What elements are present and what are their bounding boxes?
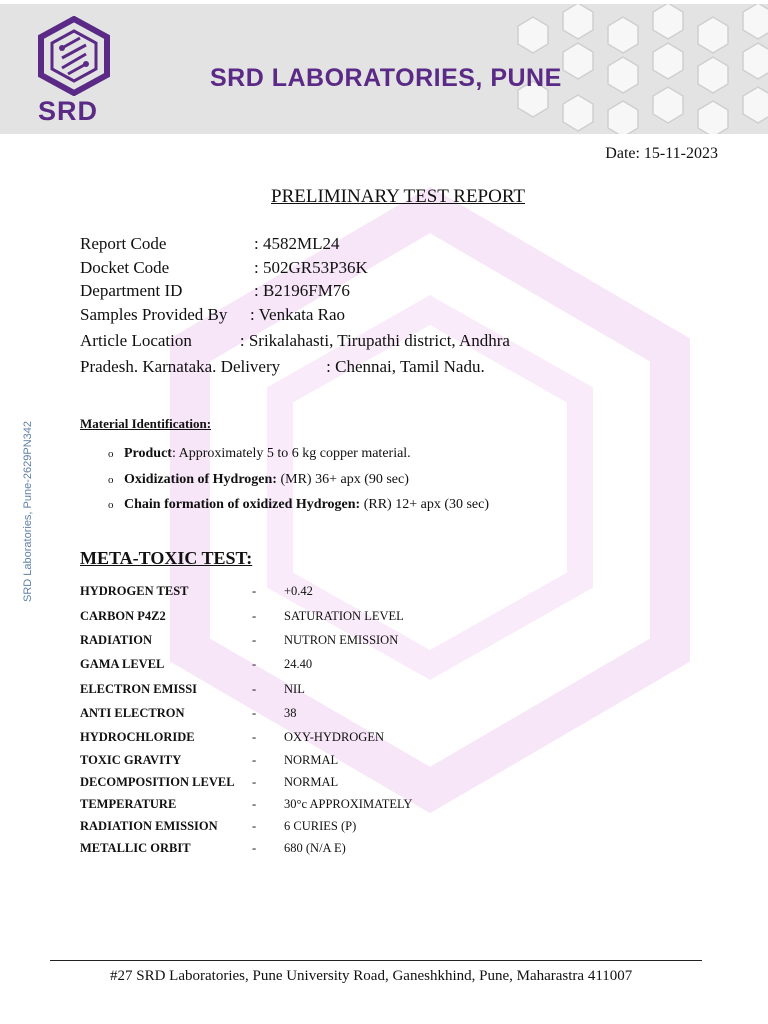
samples-provided-value: : Venkata Rao: [250, 304, 346, 324]
test-value: 30°c APPROXIMATELY: [284, 797, 413, 811]
report-code-value: : 4582ML24: [254, 234, 340, 253]
material-list: [108, 444, 489, 521]
test-name: ELECTRON EMISSI: [80, 682, 198, 696]
delivery-value: : Chennai, Tamil Nadu.: [326, 357, 485, 376]
laboratory-name: SRD LABORATORIES, PUNE: [210, 64, 562, 92]
test-dash: -: [252, 657, 257, 671]
item-text: : Approximately 5 to 6 kg copper material.: [171, 446, 411, 461]
test-value: 680 (N/A E): [284, 841, 346, 855]
test-value: NORMAL: [284, 753, 339, 767]
test-dash: -: [252, 797, 257, 811]
item-label: Chain formation of oxidized Hydrogen:: [124, 497, 361, 512]
article-location-continued: Pradesh. Karnataka. Delivery: [80, 357, 281, 376]
test-name: ANTI ELECTRON: [80, 706, 185, 720]
test-name: DECOMPOSITION LEVEL: [80, 775, 235, 789]
test-value: OXY-HYDROGEN: [284, 730, 384, 744]
list-item: [108, 444, 489, 470]
report-title: PRELIMINARY TEST REPORT: [271, 186, 525, 207]
docket-code-value: : 502GR53P36K: [254, 257, 368, 277]
test-value: 38: [284, 706, 297, 720]
item-label: Oxidization of Hydrogen:: [124, 471, 277, 487]
srd-hexagon-logo-icon: [34, 16, 114, 96]
footer-address: #27 SRD Laboratories, Pune University Road, Ganeshkhind, Pune, Maharastra 411007: [110, 968, 633, 984]
test-value: SATURATION LEVEL: [284, 609, 404, 623]
test-name: TOXIC GRAVITY: [80, 753, 182, 767]
report-date: Date: 15-11-2023: [605, 145, 718, 162]
footer-divider: [50, 960, 702, 961]
test-value: +0.42: [284, 584, 313, 598]
department-id-label: Department ID: [80, 281, 183, 300]
docket-code-label: Docket Code: [80, 257, 170, 277]
test-dash: -: [252, 730, 257, 744]
article-location-row: [80, 328, 510, 354]
test-dash: -: [252, 819, 257, 833]
test-value: NORMAL: [284, 775, 339, 789]
report-code-label: Report Code: [80, 234, 167, 253]
list-item: [108, 495, 489, 521]
article-location-value: : Srikalahasti, Tirupathi district, Andhra: [239, 331, 510, 350]
report-code-row: [80, 232, 510, 256]
test-name: TEMPERATURE: [80, 797, 177, 811]
bullet-circle-icon: o: [108, 473, 114, 486]
test-dash: -: [252, 633, 257, 647]
test-dash: -: [252, 706, 257, 720]
bullet-circle-icon: o: [108, 499, 114, 511]
item-text: (MR) 36+ apx (90 sec): [276, 471, 409, 487]
vertical-side-text: SRD Laboratories, Pune-2629PN342: [22, 420, 34, 602]
test-dash: -: [252, 682, 257, 696]
report-info-block: [80, 232, 510, 380]
test-name: METALLIC ORBIT: [80, 841, 191, 855]
test-name: HYDROCHLORIDE: [80, 730, 195, 744]
test-dash: -: [252, 609, 257, 623]
article-location-label: Article Location: [80, 331, 192, 350]
test-name: GAMA LEVEL: [80, 657, 165, 671]
meta-toxic-heading: META-TOXIC TEST:: [80, 548, 253, 568]
test-value: 24.40: [284, 657, 313, 671]
test-value: NUTRON EMISSION: [284, 633, 399, 647]
list-item: [108, 470, 489, 496]
test-name: HYDROGEN TEST: [80, 584, 189, 598]
test-name: RADIATION EMISSION: [80, 819, 218, 833]
department-id-row: [80, 279, 510, 303]
logo-text: SRD: [38, 96, 99, 126]
letterhead-banner: [0, 4, 768, 134]
department-id-value: : B2196FM76: [254, 281, 350, 300]
delivery-row: [80, 354, 510, 380]
test-dash: -: [252, 584, 257, 598]
bullet-circle-icon: o: [108, 448, 114, 460]
test-dash: -: [252, 841, 257, 855]
test-value: NIL: [284, 682, 305, 696]
item-label: Product: [124, 446, 172, 461]
samples-provided-row: [80, 303, 510, 327]
samples-provided-label: Samples Provided By: [80, 304, 228, 324]
docket-code-row: [80, 256, 510, 280]
test-value: 6 CURIES (P): [284, 819, 357, 833]
test-dash: -: [252, 753, 257, 767]
item-text: (RR) 12+ apx (30 sec): [360, 497, 490, 512]
material-identification-heading: Material Identification:: [80, 416, 212, 431]
test-name: RADIATION: [80, 633, 152, 647]
test-name: CARBON P4Z2: [80, 609, 166, 623]
test-dash: -: [252, 775, 257, 789]
